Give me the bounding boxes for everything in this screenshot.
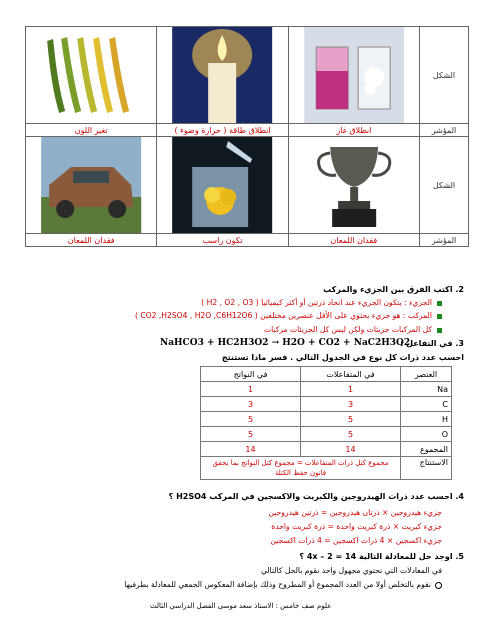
q4-answer-oxygen: جزيء اكسجين × 4 ذرات اكسجين = 4 ذرات اكسجين [270,536,442,545]
table-row: H 5 5 [201,412,452,427]
table-row: المجموع 14 14 [201,442,452,457]
bullet-square-icon [437,328,442,333]
caption-energy: انطلاق طاقة ( حرارة وضوء ) [157,124,288,137]
caption-color-change: تغير اللون [26,124,157,137]
question-3-subtitle: احسب عدد ذرات كل نوع في الجدول التالي . فسر ماذا تستنتج [221,353,464,362]
bullet-square-icon [437,314,442,319]
question-5-number: 5. [455,552,464,561]
q4-answer-sulfur: جزيء كبريت × ذرة كبريت واحدة = ذرة كبريت واحدة [271,522,442,531]
question-2-number: 2. [455,285,464,294]
header-products: في النواتج [201,367,301,382]
q4-answer-hydrogen: جزيء هيدروجين × ذرتان هيدروجين = ذرتين هيدروجين [268,508,442,517]
row1-indicator-label: المؤشر [420,124,469,137]
question-5-title: اوجد حل للمعادلة التالية 14 = 2 – 4x ؟ [299,552,453,561]
caption-gas: انطلاق غاز [288,124,419,137]
row2-shape-label: الشكل [420,137,469,234]
q5-line-step: نقوم بالتخلص أولا من العدد المجموع أو المطروح وذلك بإضافة المعكوس الجمعي للمعادلة بطرفيها [124,580,442,589]
precipitate-image [157,137,288,234]
gas-beakers-image [288,27,419,124]
indicator-image-table [25,26,469,247]
header-element: العنصر [401,367,452,382]
question-4-title: احسب عدد ذرات الهيدروجين والكبريت والاكسجين في المركب H2SO4 ؟ [168,492,453,501]
q2-bullet-compound: المركب : هو جزيء يحتوي على الأقل عنصرين مختلفين ( CO2 ,H2SO4 , H2O ,C6H12O6 ) [135,311,442,320]
question-4 [169,492,464,501]
conclusion-text: مجموع كتل ذرات المتفاعلات = مجموع كتل النواتج بما يحقق قانون حفظ الكتلة [201,457,401,480]
bullet-square-icon [437,301,442,306]
page-footer: علوم صف خامس : الاستاذ سعد موسى الفصل الدراسي الثالث [150,602,332,610]
row2-indicator-label: المؤشر [420,234,469,247]
table-row-conclusion: الاستنتاج مجموع كتل ذرات المتفاعلات = مجموع كتل النواتج بما يحقق قانون حفظ الكتلة [201,457,452,480]
question-3-number: 3. [455,339,464,348]
trophy-image [288,137,419,234]
reaction-equation: NaHCO3 + HC2H3O2 → H2O + CO2 + NaC2H3O2 [160,338,411,348]
question-4-number: 4. [455,492,464,501]
table-row: C 3 3 [201,397,452,412]
atom-count-table [200,366,452,480]
row1-shape-label: الشكل [420,27,469,124]
caption-luster-loss-1: فقدان اللمعان [288,234,419,247]
caption-precipitate: تكون راسب [157,234,288,247]
table-row: Na 1 1 [201,382,452,397]
question-2 [323,285,464,294]
header-reactants: في المتفاعلات [301,367,401,382]
rusty-car-image [26,137,157,234]
question-3-title: في التفاعل : [400,339,453,348]
bananas-image [26,27,157,124]
q2-bullet-molecule: الجزيء : يتكون الجزيء عند اتحاد ذرتين أو أكثر كيميائيا ( H2 , O2 , O3 ) [201,298,442,307]
table-row: O 5 5 [201,427,452,442]
circle-bullet-icon [435,582,442,589]
candle-image [157,27,288,124]
question-2-title: اكتب الفرق بين الجزيء والمركب [323,285,453,294]
caption-luster-loss-2: فقدان اللمعان [26,234,157,247]
question-5 [299,552,464,561]
q2-bullet-note: كل المركبات جزيئات ولكن ليس كل الجزيئات مركبات [264,325,442,334]
q5-line-intro: في المعادلات التي تحتوي مجهول واحد نقوم بالحل كالتالي [261,566,442,575]
